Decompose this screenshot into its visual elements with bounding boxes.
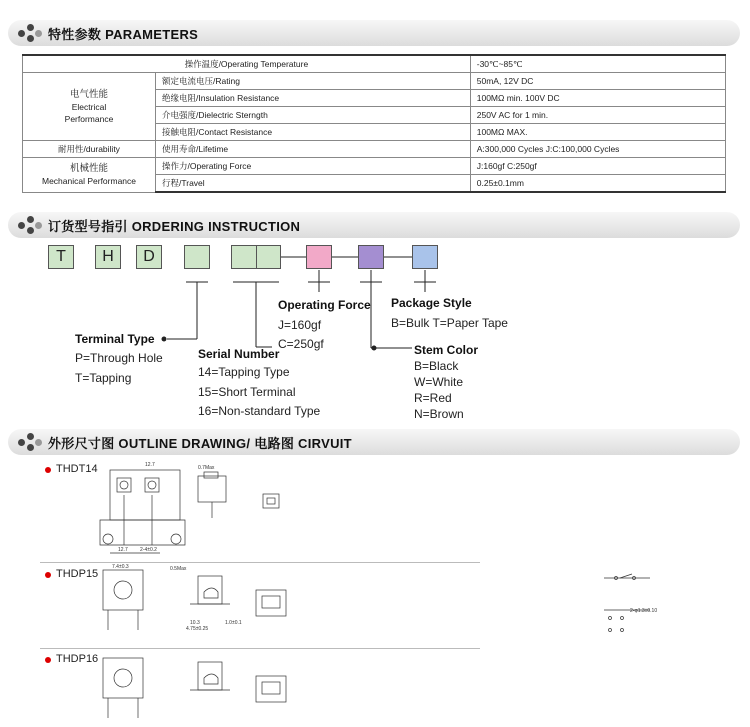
table-cell: 100MΩ min. 100V DC bbox=[470, 90, 725, 107]
terminal-type-title: Terminal Type bbox=[75, 332, 155, 346]
table-cell: -30℃~85℃ bbox=[470, 55, 725, 73]
table-cell: A:300,000 Cycles J:C:100,000 Cycles bbox=[470, 141, 725, 158]
table-cell: 50mA, 12V DC bbox=[470, 73, 725, 90]
stem-option: W=White bbox=[414, 375, 464, 389]
serial-option: 15=Short Terminal bbox=[198, 385, 296, 399]
code-letter-d: D bbox=[136, 245, 162, 269]
dim-label: 10.3 bbox=[190, 620, 200, 626]
package-option: B=Bulk T=Paper Tape bbox=[391, 316, 508, 330]
table-cell: 操作力/Operating Force bbox=[156, 158, 471, 175]
terminal-option: P=Through Hole bbox=[75, 351, 163, 365]
serial-number-title: Serial Number bbox=[198, 347, 280, 361]
serial-option: 14=Tapping Type bbox=[198, 365, 290, 379]
table-cell: 100MΩ MAX. bbox=[470, 124, 725, 141]
parameters-title: 特性参数 PARAMETERS bbox=[48, 26, 199, 42]
dim-label: 2-4±0.2 bbox=[140, 547, 157, 553]
table-cell: 操作温度/Operating Temperature bbox=[23, 55, 471, 73]
stem-color-title: Stem Color bbox=[414, 343, 479, 357]
dim-label: 7.4±0.3 bbox=[112, 564, 129, 570]
force-option: C=250gf bbox=[278, 337, 324, 351]
table-cell: 0.25±0.1mm bbox=[470, 175, 725, 193]
serial-option: 16=Non-standard Type bbox=[198, 404, 321, 418]
table-cell: 绝缘电阻/Insulation Resistance bbox=[156, 90, 471, 107]
dim-label: 4.75±0.25 bbox=[186, 626, 209, 632]
stem-option: B=Black bbox=[414, 359, 459, 373]
model-thdt14: THDT14 bbox=[56, 463, 98, 475]
table-cell: J:160gf C:250gf bbox=[470, 158, 725, 175]
table-cell: 额定电流电压/Rating bbox=[156, 73, 471, 90]
force-option: J=160gf bbox=[278, 318, 322, 332]
dim-label: 12.7 bbox=[118, 547, 128, 553]
code-letter-t: T bbox=[48, 245, 74, 269]
dim-label: 0.5Max bbox=[170, 566, 187, 572]
dim-label: 12.7 bbox=[145, 462, 155, 468]
terminal-option: T=Tapping bbox=[75, 371, 132, 385]
dim-label: 2-φ1.3±0.10 bbox=[630, 608, 658, 614]
table-cell: 耐用性/durability bbox=[23, 141, 156, 158]
outline-title: 外形尺寸图 OUTLINE DRAWING/ 电路图 CIRVUIT bbox=[48, 435, 352, 451]
table-cell: 行程/Travel bbox=[156, 175, 471, 193]
group-mechanical: 机械性能 Mechanical Performance bbox=[23, 158, 156, 193]
ordering-title: 订货型号指引 ORDERING INSTRUCTION bbox=[48, 218, 301, 234]
dim-label: 1.0±0.1 bbox=[225, 620, 242, 626]
model-thdp16: THDP16 bbox=[56, 653, 99, 665]
group-electrical: 电气性能 Electrical Performance bbox=[23, 73, 156, 141]
table-cell: 介电强度/Dielectric Sterngth bbox=[156, 107, 471, 124]
table-cell: 接触电阻/Contact Resistance bbox=[156, 124, 471, 141]
operating-force-title: Operating Force bbox=[278, 298, 371, 312]
table-cell: 250V AC for 1 min. bbox=[470, 107, 725, 124]
stem-option: N=Brown bbox=[414, 407, 464, 421]
package-style-title: Package Style bbox=[391, 296, 472, 310]
model-thdp15: THDP15 bbox=[56, 568, 99, 580]
dim-label: 0.7Max bbox=[198, 465, 215, 471]
code-letter-h: H bbox=[95, 245, 121, 269]
table-cell: 使用寿命/Lifetime bbox=[156, 141, 471, 158]
stem-option: R=Red bbox=[414, 391, 452, 405]
